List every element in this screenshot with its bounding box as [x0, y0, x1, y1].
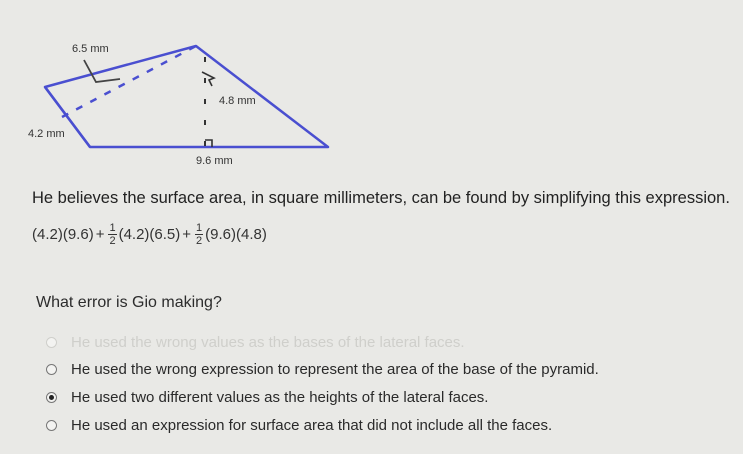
problem-prompt: He believes the surface area, in square millimeters, can be found by simplifying this expression.	[32, 189, 730, 207]
answer-option-d[interactable]	[46, 417, 552, 434]
option-label: He used an expression for surface area that did not include all the faces.	[71, 417, 553, 434]
pyramid-figure	[0, 0, 360, 175]
radio-button-selected[interactable]	[46, 392, 57, 403]
slant-height-label: 6.5 mm	[72, 43, 109, 55]
plus-sign: +	[95, 226, 105, 243]
fraction-numerator: 1	[109, 222, 116, 234]
fraction-denominator: 2	[109, 235, 116, 247]
option-label: He used the wrong expression to represent the area of the base of the pyramid.	[71, 361, 599, 378]
cursor-mark	[202, 72, 214, 86]
expression-term-2: (4.2)(6.5)	[118, 226, 181, 243]
option-label: He used the wrong values as the bases of the lateral faces.	[71, 334, 465, 351]
triangular-prism-shape	[45, 46, 328, 147]
fraction-one-half	[195, 222, 203, 247]
expression-term-3: (9.6)(4.8)	[205, 226, 267, 243]
base-length-label: 9.6 mm	[196, 155, 233, 167]
plus-sign: +	[182, 226, 192, 243]
answer-option-c[interactable]	[46, 389, 488, 406]
question-text: What error is Gio making?	[36, 294, 222, 311]
option-label: He used two different values as the heights of the lateral faces.	[71, 389, 489, 406]
answer-option-a[interactable]	[46, 334, 465, 351]
radio-button[interactable]	[46, 337, 57, 348]
answer-option-b[interactable]	[46, 361, 599, 378]
fraction-numerator: 1	[196, 222, 203, 234]
hidden-edge	[62, 46, 196, 117]
expression-term-1: (4.2)(9.6)	[32, 226, 94, 243]
surface-area-expression	[32, 222, 267, 247]
height-label: 4.8 mm	[219, 95, 256, 107]
fraction-one-half	[108, 222, 116, 247]
fraction-denominator: 2	[196, 235, 203, 247]
radio-button[interactable]	[46, 364, 57, 375]
side-length-label: 4.2 mm	[28, 128, 65, 140]
radio-button[interactable]	[46, 420, 57, 431]
